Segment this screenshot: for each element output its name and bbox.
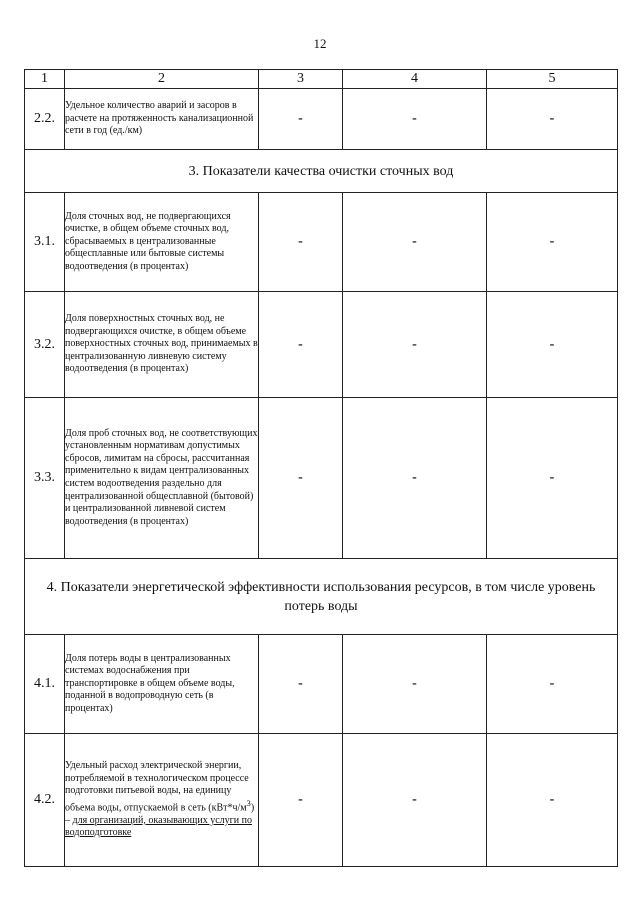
table-header-row: [25, 70, 618, 89]
value-cell: -: [487, 193, 618, 292]
row-number: 2.2.: [25, 89, 65, 150]
value-cell: -: [343, 292, 487, 398]
value-cell: -: [343, 635, 487, 734]
column-header: 5: [487, 70, 618, 89]
indicator-description: Доля потерь воды в централизованных системах водоснабжения при транспортировке в общем объеме воды, поданной в водопроводную сеть (в процентах): [65, 635, 259, 734]
indicator-description: [65, 734, 259, 867]
description-text: ) –: [65, 802, 255, 826]
value-cell: -: [259, 193, 343, 292]
value-cell: -: [487, 635, 618, 734]
value-cell: -: [259, 734, 343, 867]
row-number: 3.2.: [25, 292, 65, 398]
indicator-description: Доля проб сточных вод, не соответствующих установленным нормативам допустимых сбросов, лимитам на сбросы, рассчитанная применительно к видам централизованных систем водоотведения раздельно для централизованной общесплавной (бытовой) и централизованной ливневой систем водоотведения (в процентах): [65, 398, 259, 559]
table-row: [25, 89, 618, 150]
section-title: 4. Показатели энергетической эффективности использования ресурсов, в том числе уровень потерь воды: [25, 559, 618, 635]
column-header: 1: [25, 70, 65, 89]
value-cell: -: [259, 292, 343, 398]
value-cell: -: [487, 292, 618, 398]
value-cell: -: [259, 635, 343, 734]
indicators-table: [24, 69, 618, 867]
value-cell: -: [343, 734, 487, 867]
row-number: 3.1.: [25, 193, 65, 292]
column-header: 3: [259, 70, 343, 89]
value-cell: -: [487, 89, 618, 150]
page-number: 12: [313, 36, 327, 51]
table-row: [25, 193, 618, 292]
value-cell: -: [343, 89, 487, 150]
row-number: 3.3.: [25, 398, 65, 559]
row-number: 4.1.: [25, 635, 65, 734]
section-title: 3. Показатели качества очистки сточных вод: [25, 150, 618, 193]
description-text: Удельный расход электрической энергии, потребляемой в технологическом процессе подготовки питьевой воды, на единицу объема воды, отпускаемой в сеть (кВт*ч/м: [65, 760, 249, 814]
column-header: 4: [343, 70, 487, 89]
table-row: [25, 635, 618, 734]
column-header: 2: [65, 70, 259, 89]
superscript-exponent: 3: [246, 798, 251, 808]
section-row: [25, 559, 618, 635]
table-row: [25, 734, 618, 867]
underlined-note: для организаций, оказывающих услуги по водоподготовке: [65, 814, 252, 839]
row-number: 4.2.: [25, 734, 65, 867]
value-cell: -: [259, 89, 343, 150]
value-cell: -: [343, 398, 487, 559]
indicator-description: Доля поверхностных сточных вод, не подвергающихся очистке, в общем объеме поверхностных сточных вод, принимаемых в централизованную ливневую систему водоотведения (в процентах): [65, 292, 259, 398]
value-cell: -: [487, 398, 618, 559]
table-row: [25, 292, 618, 398]
value-cell: -: [259, 398, 343, 559]
indicator-description: Удельное количество аварий и засоров в расчете на протяженность канализационной сети в год (ед./км): [65, 89, 259, 150]
value-cell: -: [343, 193, 487, 292]
value-cell: -: [487, 734, 618, 867]
section-row: [25, 150, 618, 193]
table-row: [25, 398, 618, 559]
indicator-description: Доля сточных вод, не подвергающихся очистке, в общем объеме сточных вод, сбрасываемых в централизованные общесплавные или бытовые системы водоотведения (в процентах): [65, 193, 259, 292]
